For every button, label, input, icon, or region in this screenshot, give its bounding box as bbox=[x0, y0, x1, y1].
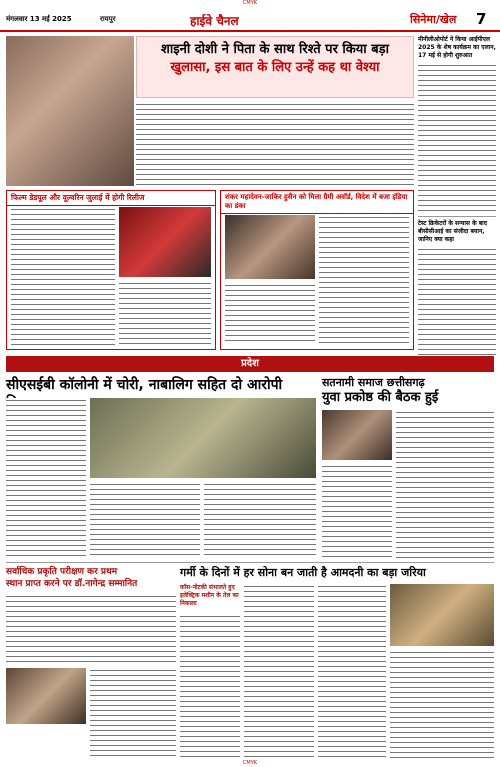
news4-photo bbox=[390, 584, 494, 646]
news2-col2 bbox=[396, 410, 494, 558]
news3-head-box bbox=[6, 566, 176, 590]
box2-body-text-2 bbox=[225, 283, 315, 345]
lead-body-text bbox=[136, 102, 414, 186]
news4-col4 bbox=[390, 650, 494, 758]
box1-body-text-2 bbox=[119, 281, 211, 345]
side1-body-text bbox=[418, 63, 496, 213]
edition-city: रायपुर bbox=[100, 15, 116, 23]
box2-body-text bbox=[319, 215, 409, 345]
box1-title: फिल्म डेडपूल और वूल्वरिन जुलाई में होगी रिलीज bbox=[7, 191, 215, 206]
news3-photo bbox=[6, 668, 86, 724]
side2-headline: टेस्ट क्रिकेटरों के सन्यास के बाद बीसीसीआई का संजीदा बयान, जानिए क्या कहा bbox=[418, 220, 487, 243]
cmyk-marker-bottom: CMYK bbox=[242, 760, 258, 766]
side1-headline: मीनीलीओपोर्ट ने किया आईपीएल 2025 के शेष कार्यक्रम का एलान, 17 मई से होगी शुरुआत bbox=[418, 36, 496, 59]
news2-photo bbox=[322, 410, 392, 460]
section-label: सिनेमा/खेल bbox=[410, 13, 457, 26]
lead-headline-line2: खुलासा, इस बात के लिए उन्हें कह था वेश्या bbox=[170, 60, 380, 75]
news1-photo bbox=[90, 398, 316, 478]
box2-photo bbox=[225, 215, 315, 279]
side-column bbox=[418, 36, 496, 357]
news4-col3 bbox=[318, 584, 386, 758]
side-divider bbox=[418, 216, 496, 217]
issue-date: मंगलवार 13 मई 2025 bbox=[6, 15, 72, 23]
news1-col3 bbox=[204, 482, 316, 558]
lead-headline-line1: शाइनी दोशी ने पिता के साथ रिश्ते पर किया बड़ा bbox=[161, 42, 389, 57]
news3-body-text-2 bbox=[90, 668, 176, 758]
box1-photo bbox=[119, 207, 211, 277]
box2 bbox=[220, 190, 414, 350]
news4-col2 bbox=[244, 584, 314, 758]
news4-col1 bbox=[180, 614, 240, 758]
news2-head-box bbox=[322, 376, 494, 406]
news2-headline-line1: सतनामी समाज छत्तीसगढ़ bbox=[322, 376, 425, 389]
lead-photo bbox=[6, 36, 134, 186]
news4-headline: गर्मी के दिनों में हर सोना बन जाती है आमदनी का बड़ा जरिया bbox=[180, 566, 426, 579]
news4-sub-headline: कॉस-नोटकी संभालते हुए इलेक्ट्रिक मशीन के तेल का निकाला bbox=[180, 584, 239, 607]
masthead bbox=[0, 10, 500, 32]
news1-headline: सीएसईबी कॉलोनी में चोरी, नाबालिग सहित दो आरोपी bbox=[6, 377, 283, 393]
box1 bbox=[6, 190, 216, 350]
page-number: 7 bbox=[476, 10, 487, 28]
news1-col1 bbox=[6, 398, 86, 558]
news2-headline-line2: युवा प्रकोष्ठ की बैठक हुई bbox=[322, 390, 439, 405]
newspaper-brand: हाईवे चैनल bbox=[190, 14, 239, 28]
news3-body-text bbox=[6, 594, 176, 664]
news3-headline-line1: सर्वाधिक प्रकृति परीक्षण कर प्रथम bbox=[6, 567, 118, 577]
cmyk-marker-top: CMYK bbox=[242, 0, 258, 6]
side2-body-text bbox=[418, 247, 496, 357]
news3-headline-line2: स्थान प्राप्त करने पर डॉ.नागेन्द्र सम्मानित bbox=[6, 579, 138, 589]
news2-col1 bbox=[322, 464, 392, 558]
box1-body-text bbox=[11, 207, 115, 345]
box2-title: शंकर महादेवन-जाकिर हुसैन को मिला ग्रैमी अवॉर्ड, विदेश में बजा इंडिया का डंका bbox=[221, 191, 413, 214]
lead-headline-box bbox=[136, 36, 414, 98]
row-divider bbox=[6, 562, 494, 563]
section-bar-pradesh: प्रदेश bbox=[6, 356, 494, 372]
news1-col2 bbox=[90, 482, 200, 558]
